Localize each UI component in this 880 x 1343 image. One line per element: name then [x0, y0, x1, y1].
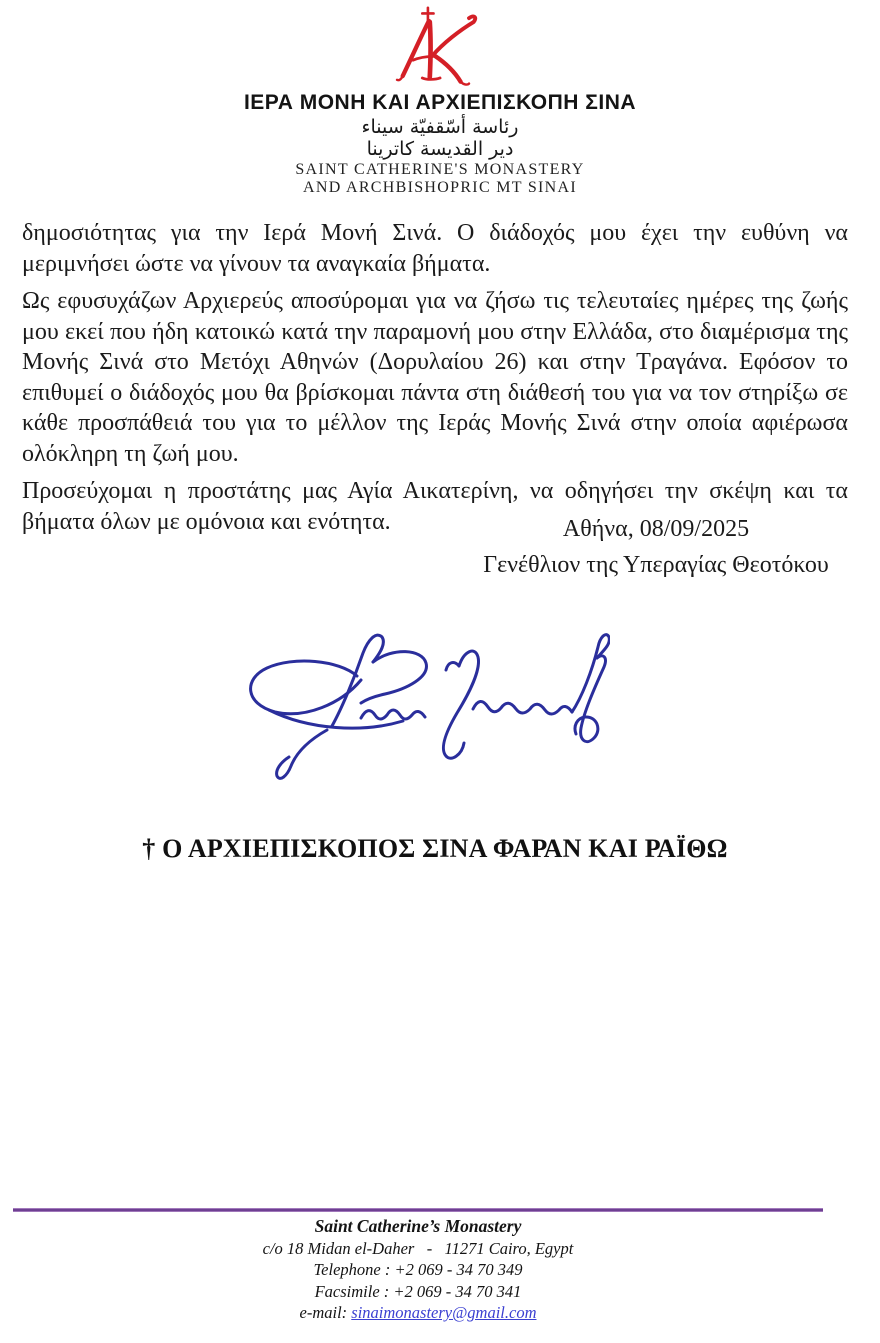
footer-rule: [13, 1208, 823, 1212]
footer-name: Saint Catherine’s Monastery: [314, 1216, 522, 1236]
arabic-line-2: دير القديسة كاترينا: [366, 138, 514, 160]
footer-facsimile: Facsimile : +2 069 - 34 70 341: [314, 1281, 522, 1301]
footer-address: c/o 18 Midan el-Daher - 11271 Cairo, Egypt: [262, 1238, 574, 1258]
english-title-line-1: SAINT CATHERINE'S MONASTERY: [295, 161, 585, 178]
footer-email-row: [13, 1302, 823, 1324]
letter-body: [22, 218, 848, 544]
ak-monogram-icon: [397, 16, 475, 84]
arabic-line-1: رئاسة أسّقفيّة سيناء: [361, 116, 519, 138]
archbishop-title: † Ο ΑΡΧΙΕΠΙΣΚΟΠΟΣ ΣΙΝΑ ΦΑΡΑΝ ΚΑΙ ΡΑΪΘΩ: [142, 834, 728, 863]
english-title-line-2: AND ARCHBISHOPRIC MT SINAI: [303, 179, 577, 196]
body-paragraph-2: Ως εφυσυχάζων Αρχιερεύς αποσύρομαι για να ζήσω τις τελευταίες ημέρες της ζωής μου εκεί που ήδη κατοικώ κατά την παραμονή μου στην Ελλάδα, στο διαμέρισμα της Μονής Σινά στο Μετόχι Αθηνών (Δορυλαίου 26) και στην Τραγάνα. Εφόσον το επιθυμεί ο διάδοχός μου θα βρίσκομαι πάντα στη διάθεσή του για να τον στηρίξω σε κάθε προσπάθειά του για το μέλλον της Ιεράς Μονής Σινά στην οποία αφιέρωσα ολόκληρη τη ζωή μου.: [22, 288, 848, 467]
footer: [13, 1216, 823, 1324]
body-paragraph-3: Προσεύχομαι η προστάτης μας Αγία Αικατερίνη, να οδηγήσει την σκέψη και τα βήματα όλων με ομόνοια και ενότητα.: [22, 478, 848, 535]
signature-image: [235, 620, 610, 785]
feast-line: Γενέθλιον της Υπεραγίας Θεοτόκου: [483, 552, 829, 578]
dateline: Αθήνα, 08/09/2025: [562, 516, 750, 542]
footer-email-label: e-mail:: [299, 1303, 352, 1322]
footer-email-link[interactable]: sinaimonastery@gmail.com: [351, 1303, 537, 1322]
cross-icon: [422, 8, 433, 20]
body-paragraph-1: δημοσιότητας για την Ιερά Μονή Σινά. Ο διάδοχός μου έχει την ευθύνη να μεριμνήσει ώστε να γίνουν τα αναγκαία βήματα.: [22, 220, 848, 277]
arabic-title: [0, 116, 880, 160]
monastery-monogram-logo: [391, 6, 491, 92]
footer-telephone: Telephone : +2 069 - 34 70 349: [313, 1260, 523, 1279]
date-block: [460, 514, 852, 580]
english-title: [0, 161, 880, 197]
greek-title: ΙΕΡΑ ΜΟΝΗ ΚΑΙ ΑΡΧΙΕΠΙΣΚΟΠΗ ΣΙΝΑ: [243, 91, 637, 114]
